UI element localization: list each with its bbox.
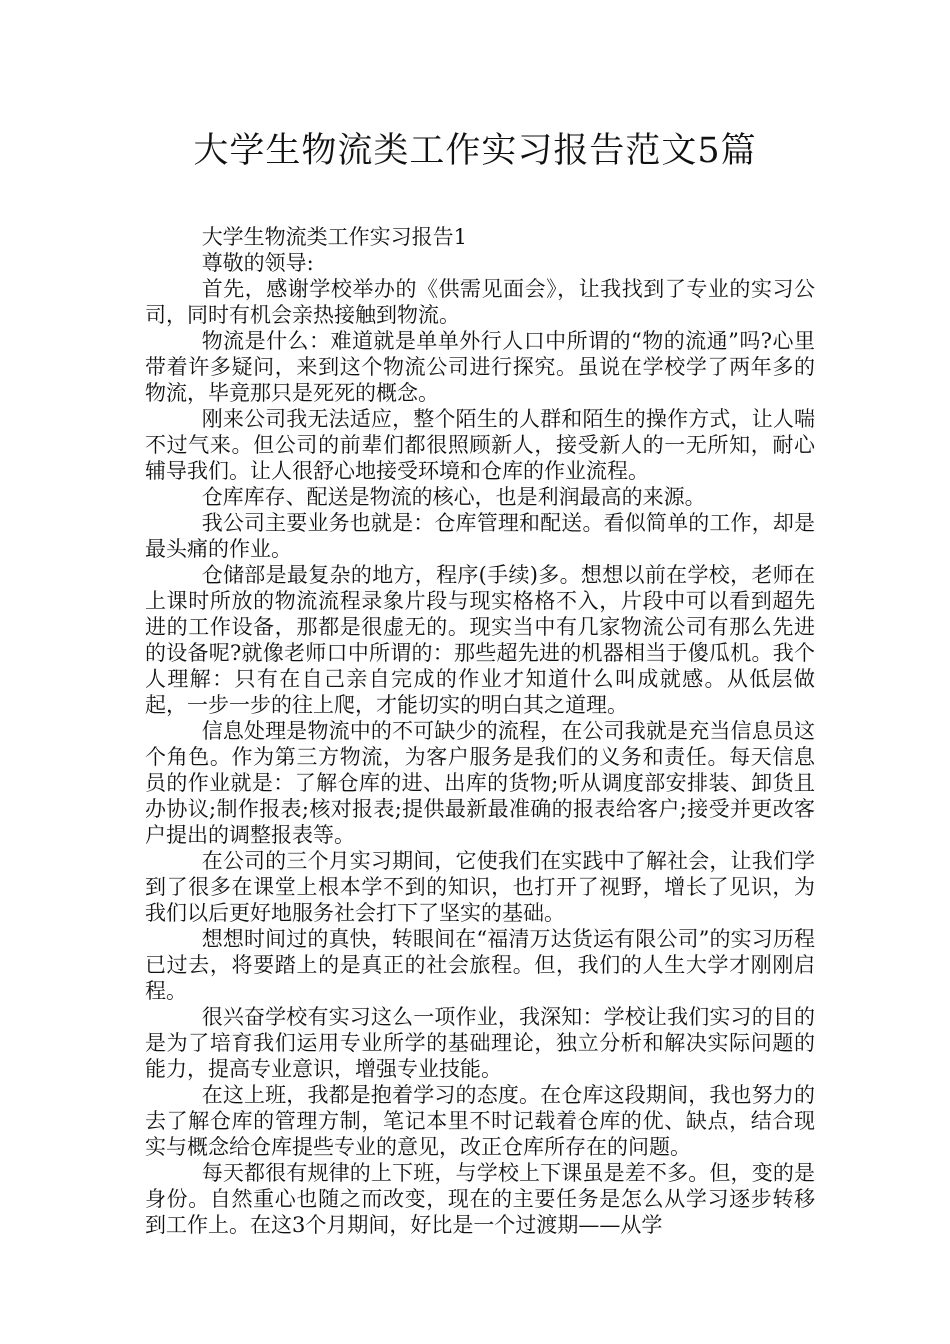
paragraph: 首先，感谢学校举办的《供需见面会》，让我找到了专业的实习公司，同时有机会亲热接触到物流。	[145, 277, 815, 327]
paragraph: 很兴奋学校有实习这么一项作业，我深知：学校让我们实习的目的是为了培育我们运用专业所学的基础理论，独立分析和解决实际问题的能力，提高专业意识，增强专业技能。	[145, 1005, 815, 1081]
document-title: 大学生物流类工作实习报告范文5篇	[193, 131, 757, 171]
paragraph: 仓库库存、配送是物流的核心，也是利润最高的来源。	[201, 485, 706, 509]
paragraph: 我公司主要业务也就是：仓库管理和配送。看似简单的工作，却是最头痛的作业。	[145, 511, 815, 561]
paragraph: 仓储部是最复杂的地方，程序(手续)多。想想以前在学校，老师在上课时所放的物流流程录象片段与现实格格不入，片段中可以看到超先进的工作设备，那都是很虚无的。现实当中有几家物流公司有那么先进的设备呢?就像老师口中所谓的：那些超先进的机器相当于傻瓜机。我个人理解：只有在自己亲自完成的作业才知道什么叫成就感。从低层做起，一步一步的往上爬，才能切实的明白其之道理。	[145, 563, 815, 717]
paragraph: 在公司的三个月实习期间，它使我们在实践中了解社会，让我们学到了很多在课堂上根本学不到的知识，也打开了视野，增长了见识，为我们以后更好地服务社会打下了坚实的基础。	[145, 849, 815, 925]
paragraph: 刚来公司我无法适应，整个陌生的人群和陌生的操作方式，让人喘不过气来。但公司的前辈们都很照顾新人，接受新人的一无所知，耐心辅导我们。让人很舒心地接受环境和仓库的作业流程。	[145, 407, 815, 483]
paragraph: 每天都很有规律的上下班，与学校上下课虽是差不多。但，变的是身份。自然重心也随之而改变，现在的主要任务是怎么从学习逐步转移到工作上。在这3个月期间，好比是一个过渡期——从学	[145, 1161, 815, 1237]
paragraph: 想想时间过的真快，转眼间在“福清万达货运有限公司”的实习历程已过去，将要踏上的是真正的社会旅程。但，我们的人生大学才刚刚启程。	[145, 927, 815, 1003]
paragraph: 信息处理是物流中的不可缺少的流程，在公司我就是充当信息员这个角色。作为第三方物流，为客户服务是我们的义务和责任。每天信息员的作业就是：了解仓库的进、出库的货物;听从调度部安排装、卸货且办协议;制作报表;核对报表;提供最新最准确的报表给客户;接受并更改客户提出的调整报表等。	[145, 719, 815, 847]
salutation: 尊敬的领导:	[201, 251, 314, 275]
paragraph: 在这上班，我都是抱着学习的态度。在仓库这段期间，我也努力的去了解仓库的管理方制，笔记本里不时记载着仓库的优、缺点，结合现实与概念给仓库提些专业的意见，改正仓库所存在的问题。	[145, 1083, 815, 1159]
report-heading: 大学生物流类工作实习报告1	[201, 225, 468, 249]
document-body	[145, 224, 815, 1238]
paragraph: 物流是什么：难道就是单单外行人口中所谓的“物的流通”吗?心里带着许多疑问，来到这个物流公司进行探究。虽说在学校学了两年多的物流，毕竟那只是死死的概念。	[145, 329, 815, 405]
